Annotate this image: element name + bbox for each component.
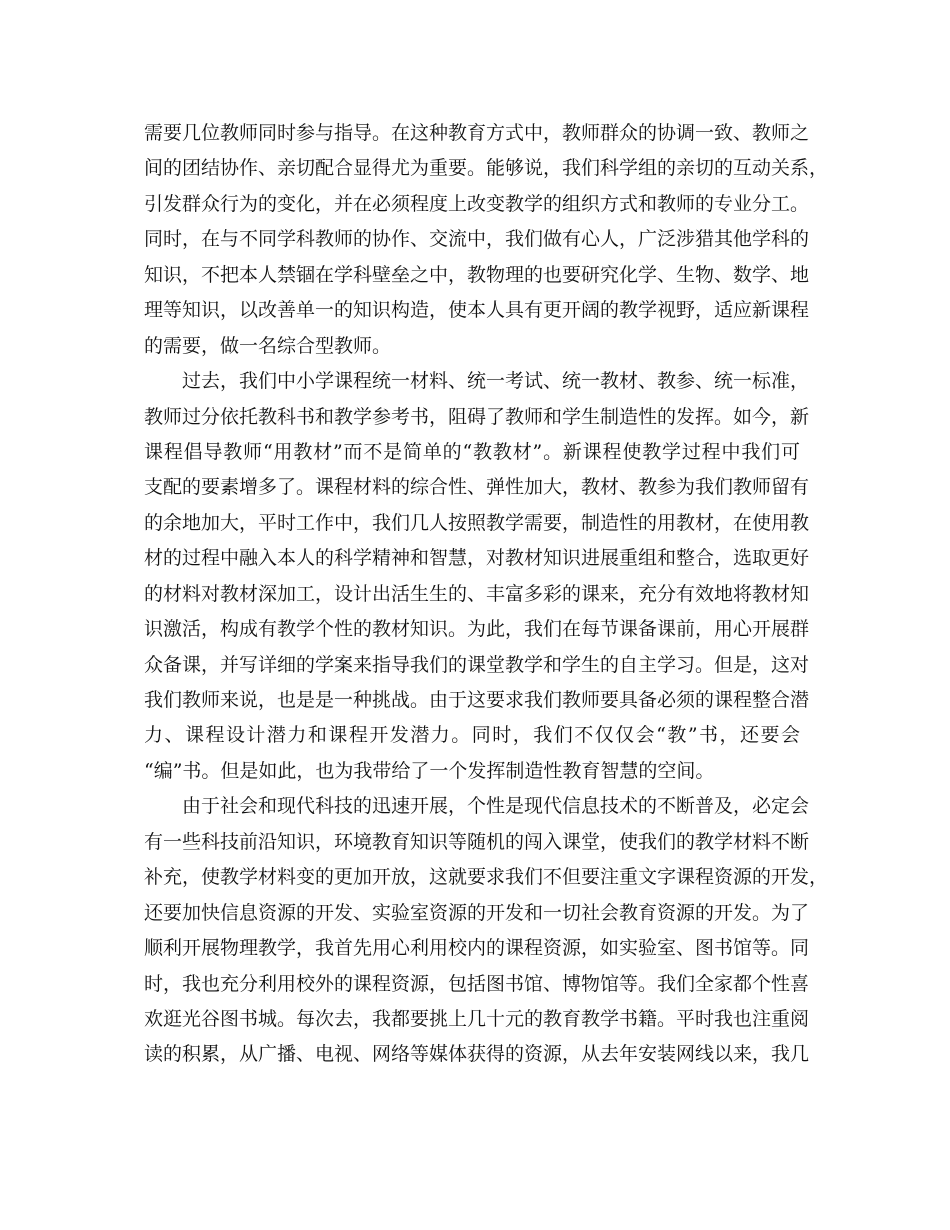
text-line: 的需要，做一名综合型教师。 — [144, 334, 392, 357]
text-line: 读的积累，从广播、电视、网络等媒体获得的资源，从去年安装网线以来，我几 — [144, 1043, 810, 1066]
text-line: 的材料对教材深加工，设计出活生生的、丰富多彩的课来，充分有效地将教材知 — [144, 582, 810, 605]
text-line: 知识，不把本人禁锢在学科壁垒之中，教物理的也要研究化学、生物、数学、地 — [144, 263, 810, 286]
text-line: 我们教师来说，也是是一种挑战。由于这要求我们教师要具备必须的课程整合潜 — [144, 689, 810, 711]
paragraph — [144, 364, 810, 789]
text-line: 过去，我们中小学课程统一材料、统一考试、统一教材、教参、统一标准， — [182, 370, 810, 393]
text-line: 时，我也充分利用校外的课程资源，包括图书馆、博物馆等。我们全家都个性喜 — [144, 972, 810, 995]
body-text — [144, 116, 829, 1073]
text-line: 需要几位教师同时参与指导。在这种教育方式中，教师群众的协调一致、教师之 — [144, 122, 810, 144]
text-line: “编”书。但是如此，也为我带给了一个发挥制造性教育智慧的空间。 — [144, 759, 715, 782]
paragraph-container — [144, 116, 829, 1073]
text-line: 还要加快信息资源的开发、实验室资源的开发和一切社会教育资源的开发。为了 — [144, 901, 810, 924]
paragraph — [144, 789, 829, 1073]
text-line: 课程倡导教师“用教材”而不是简单的“教教材”。新课程使教学过程中我们可 — [144, 440, 800, 463]
text-line: 补充，使教学材料变的更加开放，这就要求我们不但要注重文字课程资源的开发， — [144, 866, 829, 889]
text-line: 由于社会和现代科技的迅速开展，个性是现代信息技术的不断普及，必定会 — [182, 795, 810, 818]
text-line: 教师过分依托教科书和教学参考书，阻碍了教师和学生制造性的发挥。如今，新 — [144, 405, 810, 428]
text-line: 间的团结协作、亲切配合显得尤为重要。能够说，我们科学组的亲切的互动关系， — [144, 157, 829, 180]
text-line: 有一些科技前沿知识，环境教育知识等随机的闯入课堂，使我们的教学材料不断 — [144, 830, 810, 853]
text-line: 顺利开展物理教学，我首先用心利用校内的课程资源，如实验室、图书馆等。同 — [144, 937, 810, 960]
text-line: 的余地加大，平时工作中，我们几人按照教学需要，制造性的用教材，在使用教 — [144, 511, 810, 534]
text-line: 同时，在与不同学科教师的协作、交流中，我们做有心人，广泛涉猎其他学科的 — [144, 228, 810, 251]
text-line: 力、课程设计潜力和课程开发潜力。同时，我们不仅仅会“教”书，还要会 — [144, 724, 800, 747]
text-line: 材的过程中融入本人的科学精神和智慧，对教材知识进展重组和整合，选取更好 — [144, 547, 810, 570]
text-line: 引发群众行为的变化，并在必须程度上改变教学的组织方式和教师的专业分工。 — [144, 192, 810, 215]
text-line: 众备课，并写详细的学案来指导我们的课堂教学和学生的自主学习。但是，这对 — [144, 653, 810, 676]
text-line: 支配的要素增多了。课程材料的综合性、弹性加大，教材、教参为我们教师留有 — [144, 476, 810, 499]
text-line: 识激活，构成有教学个性的教材知识。为此，我们在每节课备课前，用心开展群 — [144, 618, 810, 641]
paragraph — [144, 116, 829, 364]
text-line: 欢逛光谷图书城。每次去，我都要挑上几十元的教育教学书籍。平时我也注重阅 — [144, 1007, 810, 1030]
text-line: 理等知识，以改善单一的知识构造，使本人具有更开阔的教学视野，适应新课程 — [144, 299, 810, 322]
